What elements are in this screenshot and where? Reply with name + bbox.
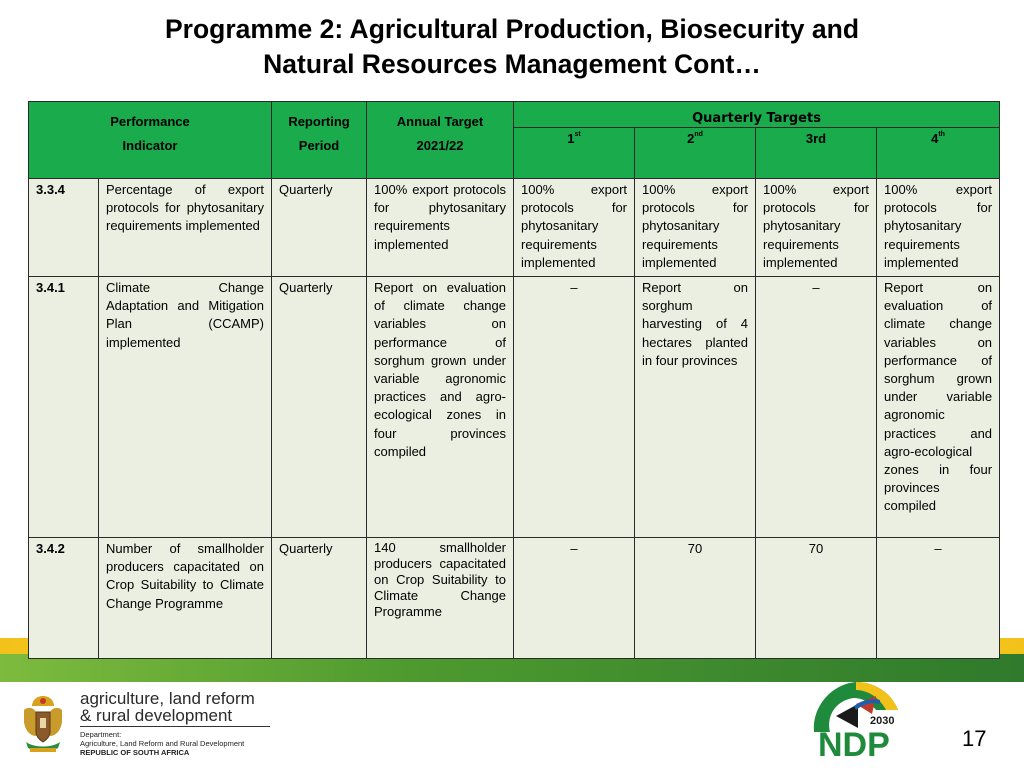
header-q2-sup: nd [694, 131, 703, 138]
header-q4-label: 4 [931, 131, 939, 146]
ndp-text: NDP [818, 726, 890, 760]
department-subtitle-line-3: REPUBLIC OF SOUTH AFRICA [80, 748, 190, 757]
header-target-line-1: Annual Target [396, 114, 484, 129]
row-period: Quarterly [272, 538, 367, 659]
row-code: 3.4.2 [29, 538, 99, 659]
page-number: 17 [962, 726, 987, 751]
header-reporting-period [272, 102, 367, 179]
row-indicator: Climate Change Adaptation and Mitigation Plan (CCAMP) implemented [99, 277, 272, 538]
row-code: 3.4.1 [29, 277, 99, 538]
header-period-line-2: Period [298, 138, 340, 153]
row-q3: 70 [756, 538, 877, 659]
row-annual-target: 140 smallholder producers capacitated on Crop Suitability to Climate Change Programme [367, 538, 514, 659]
row-q2: 70 [635, 538, 756, 659]
header-q2-label: 2 [687, 131, 695, 146]
row-period: Quarterly [272, 179, 367, 277]
header-q1-sup: st [574, 131, 581, 138]
department-logo [14, 690, 274, 760]
slide-title-line-2: Natural Resources Management Cont… [263, 49, 761, 79]
header-q3-label: 3rd [805, 131, 827, 146]
table-row [29, 277, 1000, 538]
row-q4: Report on evaluation of climate change variables on performance of sorghum grown under variable agronomic practices and agro-ecological zones in four provinces compiled [877, 277, 1000, 538]
row-code: 3.3.4 [29, 179, 99, 277]
row-indicator: Number of smallholder producers capacitated on Crop Suitability to Climate Change Programme [99, 538, 272, 659]
row-q2: Report on sorghum harvesting of 4 hectares planted in four provinces [635, 277, 756, 538]
department-name-line-1: agriculture, land reform [80, 689, 255, 708]
header-q4 [877, 128, 1000, 179]
coat-of-arms-icon [18, 692, 68, 754]
header-q4-sup: th [938, 131, 945, 138]
table-row [29, 179, 1000, 277]
header-performance-indicator [29, 102, 272, 179]
department-subtitle-line-2: Agriculture, Land Reform and Rural Development [80, 739, 245, 748]
performance-table [28, 101, 1000, 659]
row-annual-target: Report on evaluation of climate change variables on performance of sorghum grown under variable agronomic practices and agro-ecological zones in four provinces compiled [367, 277, 514, 538]
header-period-line-1: Reporting [288, 114, 350, 129]
row-q4: 100% export protocols for phytosanitary requirements implemented [877, 179, 1000, 277]
ndp-logo [806, 676, 906, 760]
department-name [80, 690, 255, 724]
slide-title [0, 12, 1024, 82]
header-indicator-line-2: Indicator [122, 138, 178, 153]
department-name-line-2: & rural development [80, 706, 233, 725]
row-q3: 100% export protocols for phytosanitary requirements implemented [756, 179, 877, 277]
header-annual-target [367, 102, 514, 179]
row-indicator: Percentage of export protocols for phytosanitary requirements implemented [99, 179, 272, 277]
department-subtitle [80, 730, 244, 757]
header-indicator-line-1: Performance [110, 114, 190, 129]
row-q2: 100% export protocols for phytosanitary requirements implemented [635, 179, 756, 277]
slide-title-line-1: Programme 2: Agricultural Production, Biosecurity and [164, 14, 860, 44]
table-row [29, 538, 1000, 659]
row-period: Quarterly [272, 277, 367, 538]
ndp-year: 2030 [870, 715, 895, 727]
row-q1: – [514, 538, 635, 659]
row-q1: 100% export protocols for phytosanitary requirements implemented [514, 179, 635, 277]
header-q2 [635, 128, 756, 179]
header-quarterly-targets: Quarterly Targets [514, 102, 1000, 128]
header-q3 [756, 128, 877, 179]
department-divider [80, 726, 270, 727]
row-annual-target: 100% export protocols for phytosanitary requirements implemented [367, 179, 514, 277]
header-q1 [514, 128, 635, 179]
department-subtitle-line-1: Department: [80, 730, 122, 739]
row-q3: – [756, 277, 877, 538]
header-target-line-2: 2021/22 [416, 138, 464, 153]
header-q1-label: 1 [567, 131, 575, 146]
row-q1: – [514, 277, 635, 538]
row-q4: – [877, 538, 1000, 659]
